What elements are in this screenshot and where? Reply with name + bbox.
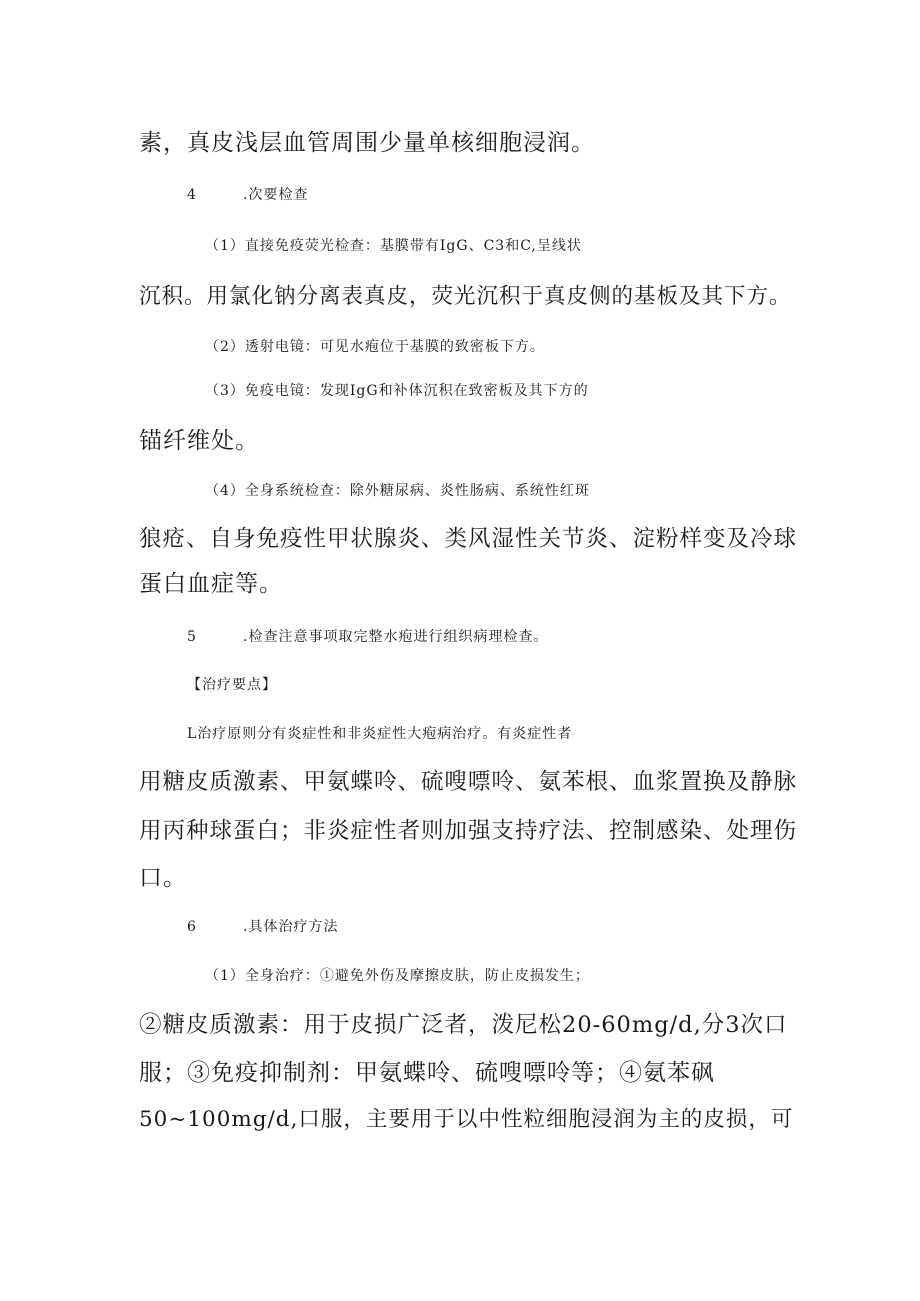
- paragraph-line: 沉积。用氯化钠分离表真皮，荧光沉积于真皮侧的基板及其下方。: [139, 284, 792, 309]
- section-number: 5: [187, 629, 197, 645]
- paragraph-line: 素，真皮浅层血管周围少量单核细胞浸润。: [139, 130, 595, 156]
- section-heading-6: [187, 912, 847, 942]
- paragraph-line: （2）透射电镜：可见水疱位于基膜的致密板下方。: [205, 339, 545, 355]
- section-title: .次要检查: [243, 187, 309, 203]
- paragraph-line: ②糖皮质激素：用于皮损广泛者，泼尼松20-60mg/d,分3次口: [139, 1012, 788, 1038]
- section-heading-4: [187, 180, 847, 210]
- paragraph-line: 用丙种球蛋白；非炎症性者则加强支持疗法、控制感染、处理伤: [139, 818, 798, 844]
- paragraph-line: 用糖皮质激素、甲氨蝶呤、硫嗖嘌呤、氨苯根、血浆置换及静脉: [139, 769, 798, 795]
- paragraph-line: 蛋白血症等。: [139, 571, 283, 597]
- section-number: 4: [187, 187, 197, 203]
- section-title: .具体治疗方法: [243, 919, 339, 935]
- paragraph-line: 锚纤维处。: [139, 428, 259, 454]
- paragraph-line: 服；③免疫抑制剂：甲氨蝶呤、硫嗖嘌呤等；④氨苯砜: [139, 1060, 715, 1086]
- bracket-heading: 【治疗要点】: [187, 677, 277, 693]
- paragraph-line: 狼疮、自身免疫性甲状腺炎、类风湿性关节炎、淀粉样变及冷球: [139, 526, 798, 552]
- paragraph-line: （1）全身治疗：①避免外伤及摩擦皮肤，防止皮损发生；: [205, 968, 590, 984]
- paragraph-line: （1）直接免疫荧光检查：基膜带有IgG、C3和C,呈线状: [205, 238, 582, 254]
- paragraph-line: L治疗原则分有炎症性和非炎症性大疱病治疗。有炎症性者: [187, 726, 573, 742]
- paragraph-line: （4）全身系统检查：除外糖尿病、炎性肠病、系统性红斑: [205, 483, 590, 499]
- section-heading-5: [187, 622, 847, 652]
- paragraph-line: 50~100mg/d,口服，主要用于以中性粒细胞浸润为主的皮损，可: [139, 1107, 794, 1132]
- section-title: .检查注意事项取完整水疱进行组织病理检查。: [243, 629, 549, 645]
- section-number: 6: [187, 919, 197, 935]
- paragraph-line: （3）免疫电镜：发现IgG和补体沉积在致密板及其下方的: [205, 383, 589, 399]
- paragraph-line: 口。: [139, 865, 187, 891]
